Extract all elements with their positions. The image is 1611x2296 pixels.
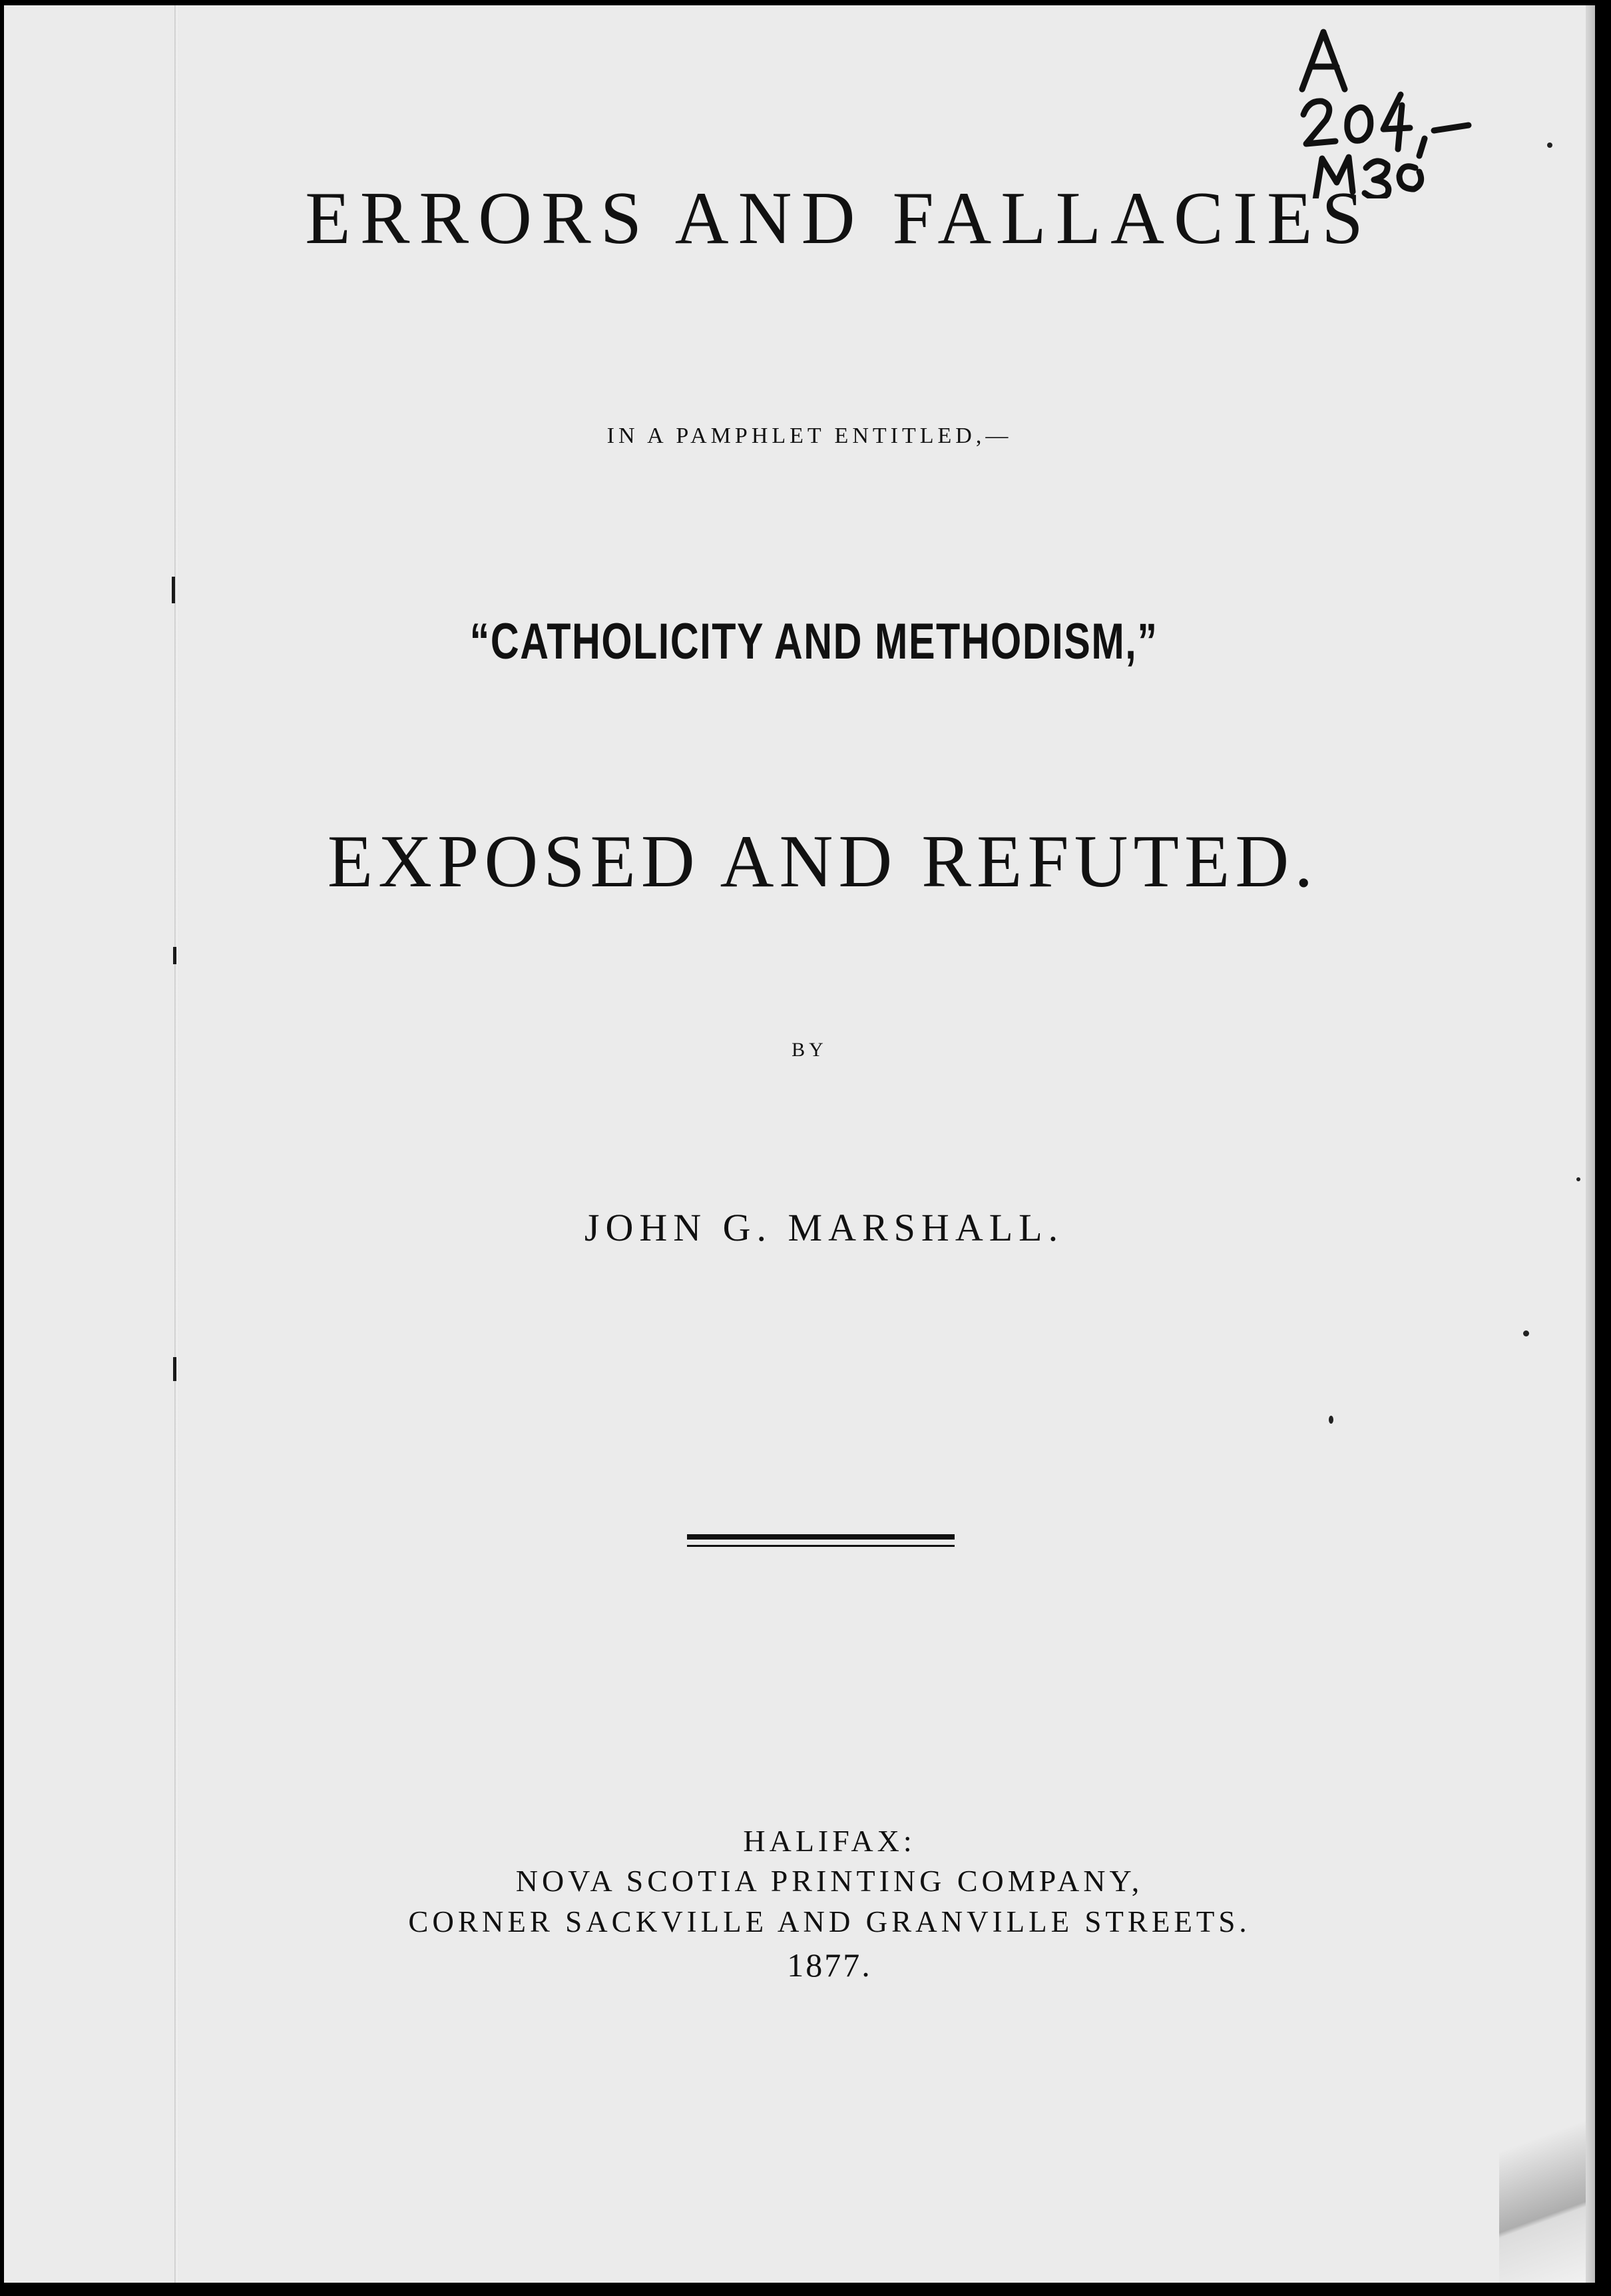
fold-mark [172,577,175,603]
imprint-place: HALIFAX: [743,1824,916,1858]
corner-curl [1499,2043,1586,2283]
imprint-publisher: NOVA SCOTIA PRINTING COMPANY, [515,1864,1144,1898]
book-title: ERRORS AND FALLACIES [305,177,1373,260]
paper-sheet [4,5,1595,2283]
subtitle-intro: IN A PAMPHLET ENTITLED,— [606,424,1013,448]
ink-speck [1547,143,1552,148]
ink-speck [1576,1177,1580,1181]
imprint-address: CORNER SACKVILLE AND GRANVILLE STREETS. [408,1905,1251,1938]
tagline: EXPOSED AND REFUTED. [327,820,1319,903]
page-edge [1586,5,1595,2283]
imprint-year: 1877. [787,1946,872,1984]
by-label: BY [792,1039,827,1061]
ink-speck [1329,1416,1333,1424]
ink-speck [1523,1330,1529,1336]
binding-fold [174,5,178,2283]
handwritten-shelfmark [1289,25,1489,198]
fold-mark [173,947,176,964]
fold-mark [173,1357,176,1381]
double-rule [687,1534,955,1540]
author-name: JOHN G. MARSHALL. [584,1206,1064,1249]
pamphlet-title: “CATHOLICITY AND METHODISM,” [469,613,1158,670]
double-rule-thin [687,1545,955,1547]
